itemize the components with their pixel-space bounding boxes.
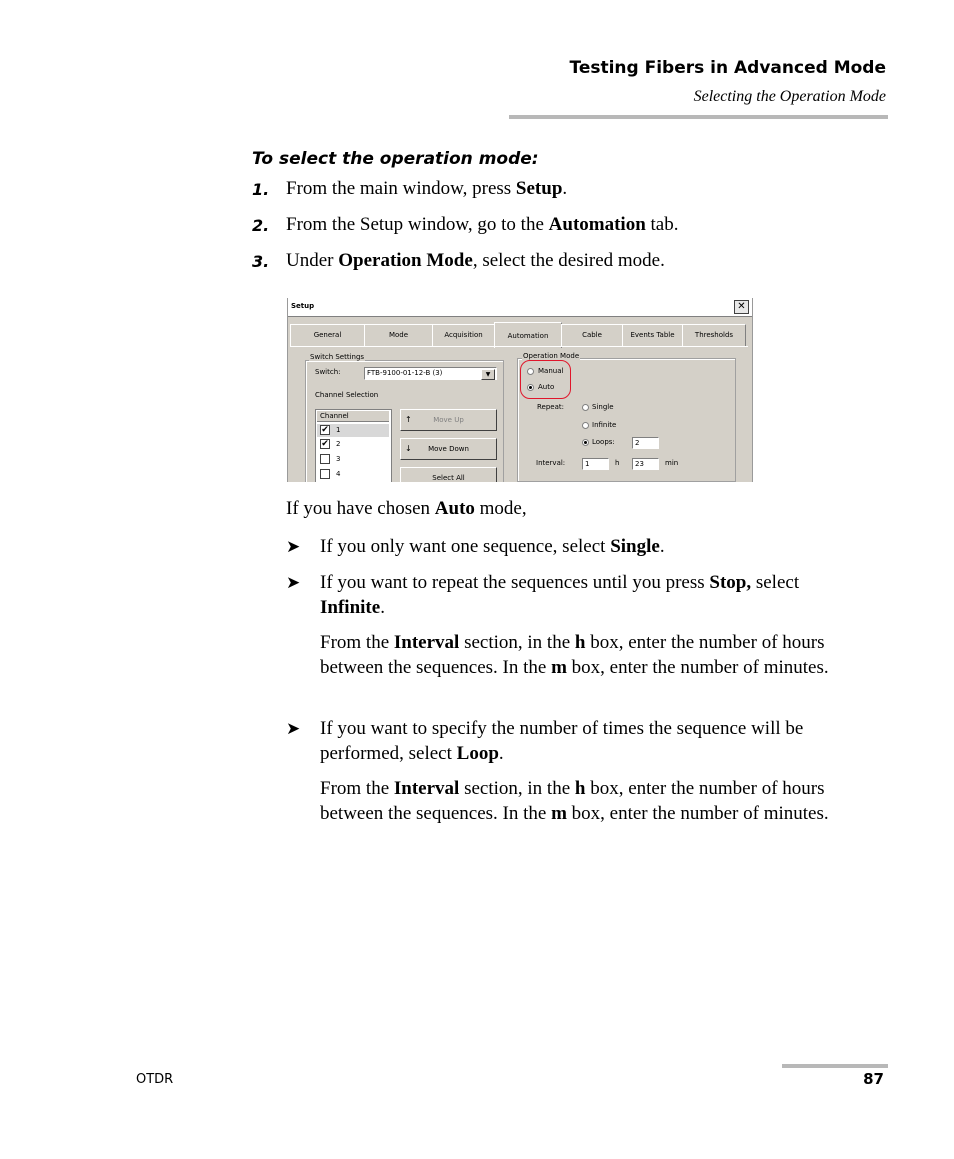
infinite-label: Infinite xyxy=(592,421,617,429)
close-icon[interactable]: ✕ xyxy=(734,300,749,314)
interval-note: From the Interval section, in the h box, enter the number of hours between the sequences. In the m box, enter the number of minutes. xyxy=(320,778,829,824)
single-radio[interactable] xyxy=(582,404,589,411)
move-up-button[interactable]: ↑ Move Up xyxy=(400,409,497,431)
bullet-icon: ➤ xyxy=(286,719,301,738)
bullet-icon: ➤ xyxy=(286,573,301,592)
footer-rule xyxy=(782,1064,888,1068)
bullet-icon: ➤ xyxy=(286,537,301,556)
minutes-input[interactable]: 23 xyxy=(632,458,659,470)
list-item[interactable] xyxy=(317,438,389,452)
loops-radio[interactable] xyxy=(582,439,589,446)
window-title: Setup xyxy=(291,302,315,310)
step-number: 1. xyxy=(252,180,270,199)
checkbox-icon[interactable]: ✔ xyxy=(321,425,329,435)
interval-note: From the Interval section, in the h box, enter the number of hours between the sequences. In the m box, enter the number of minutes. xyxy=(320,632,829,678)
channel-selection-label: Channel Selection xyxy=(315,391,379,399)
window-titlebar xyxy=(288,298,752,317)
step-number: 2. xyxy=(252,216,270,235)
bullet-text: If you only want one sequence, select Single. xyxy=(320,536,665,557)
tab-strip xyxy=(290,324,750,346)
procedure-title: To select the operation mode: xyxy=(252,149,539,169)
minutes-unit-label: min xyxy=(665,459,679,467)
checkbox-icon[interactable]: ✔ xyxy=(321,439,329,449)
channel-label: 2 xyxy=(336,440,341,448)
tab-automation[interactable]: Automation xyxy=(494,322,562,348)
switch-settings-label: Switch Settings xyxy=(310,353,365,361)
running-header-title: Testing Fibers in Advanced Mode xyxy=(569,58,886,78)
step-number: 3. xyxy=(252,252,270,271)
step-text: From the Setup window, go to the Automation tab. xyxy=(286,214,679,235)
auto-intro: If you have chosen Auto mode, xyxy=(286,498,527,519)
switch-select[interactable] xyxy=(364,367,497,380)
repeat-label: Repeat: xyxy=(537,403,564,411)
bullet-text: If you want to repeat the sequences until you press Stop, select Infinite. xyxy=(320,572,800,618)
switch-value: FTB-9100-01-12-B (3) xyxy=(367,369,443,377)
manual-radio[interactable] xyxy=(527,368,534,375)
channel-label: 1 xyxy=(336,426,341,434)
infinite-radio[interactable] xyxy=(582,422,589,429)
tab-mode[interactable]: Mode xyxy=(364,324,433,346)
tab-cable[interactable]: Cable xyxy=(561,324,623,346)
hours-unit-label: h xyxy=(615,459,620,467)
chevron-down-icon[interactable]: ▼ xyxy=(481,369,495,380)
arrow-down-icon: ↓ xyxy=(405,444,412,453)
list-item[interactable] xyxy=(317,424,389,437)
auto-label: Auto xyxy=(538,383,555,391)
list-item[interactable] xyxy=(317,468,389,482)
arrow-up-icon: ↑ xyxy=(405,415,412,424)
manual-label: Manual xyxy=(538,367,564,375)
tab-events-table[interactable]: Events Table xyxy=(622,324,683,346)
operation-mode-label: Operation Mode xyxy=(523,352,580,360)
page-number: 87 xyxy=(863,1070,884,1088)
switch-label: Switch: xyxy=(315,368,341,376)
tab-baseline xyxy=(290,346,748,347)
header-rule xyxy=(509,115,888,119)
tab-general[interactable]: General xyxy=(290,324,365,346)
list-item[interactable] xyxy=(317,453,389,467)
channel-column-header: Channel xyxy=(317,411,389,422)
setup-window-screenshot xyxy=(287,298,753,482)
highlight-circle xyxy=(520,360,571,399)
tab-thresholds[interactable]: Thresholds xyxy=(682,324,746,346)
channel-label: 3 xyxy=(336,455,341,463)
hours-input[interactable]: 1 xyxy=(582,458,609,470)
step-text: From the main window, press Setup. xyxy=(286,178,568,199)
move-down-button[interactable]: ↓ Move Down xyxy=(400,438,497,460)
channel-label: 4 xyxy=(336,470,341,478)
auto-radio[interactable] xyxy=(527,384,534,391)
checkbox-icon[interactable] xyxy=(320,469,330,479)
interval-label: Interval: xyxy=(536,459,566,467)
loops-input[interactable]: 2 xyxy=(632,437,659,449)
single-label: Single xyxy=(592,403,614,411)
footer-product: OTDR xyxy=(136,1072,174,1087)
loops-label: Loops: xyxy=(592,438,615,446)
channel-list xyxy=(315,409,392,482)
select-all-button[interactable]: Select All xyxy=(400,467,497,482)
checkbox-icon[interactable] xyxy=(320,454,330,464)
running-header-subtitle: Selecting the Operation Mode xyxy=(693,88,886,105)
tab-acquisition[interactable]: Acquisition xyxy=(432,324,495,346)
step-text: Under Operation Mode, select the desired mode. xyxy=(286,250,665,271)
bullet-text: If you want to specify the number of times the sequence will be performed, select Loop. xyxy=(320,718,804,764)
